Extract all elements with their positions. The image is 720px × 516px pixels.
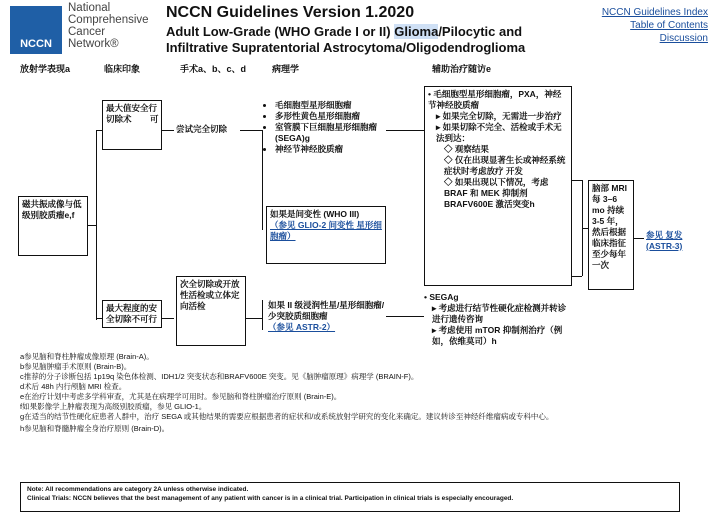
- logo-line: Comprehensive: [68, 14, 149, 26]
- connector: [96, 130, 97, 320]
- adjuvant-item-text: 如果完全切除，无需进一步治疗: [442, 111, 562, 121]
- logo-wordmark: [68, 2, 149, 50]
- adjuvant-subitem-text: 观察结果: [454, 144, 489, 154]
- footnote: a参见脑和脊柱肿瘤成像原理 (Brain-A)。: [20, 352, 154, 361]
- subtitle-highlight: Glioma: [394, 24, 439, 39]
- note-line: Note: All recommendations are category 2A unless otherwise indicated.: [27, 486, 249, 493]
- adjuvant-top-title-text: 毛细胞型星形细胞瘤，PXA，神经节神经胶质瘤: [428, 89, 562, 110]
- footnote: h参见脑和脊髓肿瘤全身治疗原则 (Brain-D)。: [20, 424, 170, 433]
- footnote: g在适当的结节性硬化症患者人群中，治疗 SEGA 或其他结果的需要应根据患者的症状和/或系统放射学研究的变化来确定。建议转诊至神经纤维瘤病或专科中心。: [20, 412, 554, 421]
- clinical-feasible-suffix: 可: [150, 114, 159, 124]
- footnote: f如果影像学上肿瘤表现为高级别胶质瘤，参见 GLIO-1。: [20, 402, 207, 411]
- guideline-subtitle: [166, 24, 525, 56]
- adjuvant-subitem: ◇ 如果出现以下情况，考虑 BRAF 和 MEK 抑制剂BRAFV600E 激活突变h: [444, 177, 549, 209]
- imaging-box: 磁共振成像与低级别胶质瘤e,f: [18, 196, 88, 256]
- clinical-not-feasible-box: 最大程度的安全切除不可行: [102, 300, 162, 328]
- connector: [162, 318, 174, 319]
- mri-followup-box: 脑部 MRI 每 3–6 mo 持续 3-5 年，然后根据临床指征至少每年一次: [588, 180, 634, 290]
- header-clinical: 临床印象: [104, 64, 141, 74]
- guidelines-index-link[interactable]: NCCN Guidelines Index: [601, 7, 708, 18]
- logo-badge: NCCN: [20, 38, 52, 50]
- adjuvant-item-text: 如果切除不完全、活检或手术无法到达：: [436, 122, 562, 143]
- guideline-version-title: NCCN Guidelines Version 1.2020: [166, 4, 415, 21]
- note-line: Clinical Trials: NCCN believes that the best management of any patient with cancer is in a clinical trial. Participation in clinical trials is especially encouraged.: [27, 495, 514, 502]
- subtitle-pre: Adult Low-Grade (WHO Grade I or II): [166, 24, 395, 39]
- footnote: e在治疗计划中考虑多学科审查，尤其是在病理学可用时。参见脑和脊柱肿瘤治疗原则 (Brain-E)。: [20, 392, 342, 401]
- astr-2-link[interactable]: （参见 ASTR-2）: [268, 322, 336, 332]
- pathology-anaplastic-text: 如果是间变性 (WHO III): [270, 209, 360, 219]
- surgery-subtotal-box: 次全切除或开放性活检或立体定向活检: [176, 276, 246, 346]
- pathology-item: • 室管膜下巨细胞星形细胞瘤 (SEGA)g: [275, 122, 386, 144]
- adjuvant-sega-title: • SEGAg: [424, 292, 459, 302]
- adjuvant-subitem: ◇ 仅在出现显著生长或神经系统症状时考虑放疗 开发: [444, 155, 566, 176]
- footnote: c推荐的分子诊断包括 1p19q 染色体检测、IDH1/2 突变状态和BRAFV600E 突变。见《脑肿瘤原理》病理学 (BRAIN-F)。: [20, 372, 419, 381]
- footnote: b参见脑肿瘤手术原则 (Brain-B)。: [20, 362, 132, 371]
- adjuvant-top-title: • 毛细胞型星形细胞瘤，PXA，神经节神经胶质瘤: [428, 89, 562, 110]
- clinical-max-resection-text: 最大值安全行切除术: [106, 103, 158, 124]
- connector: [572, 276, 582, 277]
- connector: [634, 238, 644, 239]
- connector: [162, 130, 174, 131]
- adjuvant-item: ▸ 如果完全切除，无需进一步治疗: [436, 111, 562, 121]
- adjuvant-subitem-text: 仅在出现显著生长或神经系统症状时考虑放疗 开发: [444, 155, 566, 176]
- header-imaging: 放射学表现a: [20, 64, 71, 74]
- recurrence-link[interactable]: 参见 复发 (ASTR-3): [646, 230, 683, 251]
- adjuvant-subitem: ◇ 观察结果: [444, 144, 489, 154]
- pathology-grade2-block: [268, 300, 386, 333]
- clinical-max-resection-box: [102, 100, 162, 150]
- connector: [240, 130, 262, 131]
- subtitle-line3: Infiltrative Supratentorial Astrocytoma/Oligodendroglioma: [166, 40, 526, 55]
- pathology-top-list: [266, 100, 386, 155]
- pathology-anaplastic-box: [266, 206, 386, 264]
- surgery-complete-resection: 尝试完全切除: [176, 124, 228, 134]
- adjuvant-sega-item: ▸ 考虑使用 mTOR 抑制剂治疗（例如，依维莫司）h: [432, 325, 563, 346]
- pathology-grade2-text: 如果 II 级浸润性星/星形细胞瘤/少突胶质细胞瘤: [268, 300, 385, 321]
- header-surgery: 手术a、b、c、d: [180, 64, 247, 74]
- adjuvant-item: ▸ 如果切除不完全、活检或手术无法到达：: [436, 122, 562, 143]
- header-pathology: 病理学: [272, 64, 300, 74]
- connector: [386, 130, 424, 131]
- connector: [572, 180, 582, 181]
- pathology-item: • 毛细胞型星形细胞瘤: [275, 100, 386, 111]
- adjuvant-bottom-block: [424, 292, 574, 347]
- logo-line: National: [68, 2, 111, 14]
- logo-line: Cancer: [68, 26, 106, 38]
- header-adjuvant: 辅助治疗随访e: [432, 64, 492, 74]
- connector: [262, 300, 263, 330]
- table-of-contents-link[interactable]: Table of Contents: [630, 20, 708, 31]
- subtitle-post: /Pilocytic and: [438, 24, 523, 39]
- connector: [246, 318, 262, 319]
- pathology-item: • 多形性黄色星形细胞瘤: [275, 111, 386, 122]
- adjuvant-sega-item-text: 考虑进行结节性硬化症检测并转诊进行遗传咨询: [432, 303, 567, 324]
- adjuvant-sega-item-text: 考虑使用 mTOR 抑制剂治疗（例如，依维莫司）h: [432, 325, 563, 346]
- adjuvant-sega-item: ▸ 考虑进行结节性硬化症检测并转诊进行遗传咨询: [432, 303, 567, 324]
- top-links: [602, 6, 708, 45]
- connector: [386, 316, 424, 317]
- recommendation-note: [20, 482, 680, 512]
- discussion-link[interactable]: Discussion: [659, 33, 708, 44]
- pathology-item: • 神经节神经胶质瘤: [275, 144, 386, 155]
- glio-2-link[interactable]: （参见 GLIO-2 间变性 星形细胞瘤）: [270, 220, 382, 241]
- nccn-logo: [10, 6, 62, 54]
- connector: [88, 225, 96, 226]
- adjuvant-subitem-text: 如果出现以下情况，考虑 BRAF 和 MEK 抑制剂BRAFV600E 激活突变h: [444, 177, 549, 209]
- adjuvant-top-box: [424, 86, 572, 286]
- adjuvant-sega-title-text: SEGAg: [429, 292, 459, 302]
- logo-line: Network®: [68, 38, 119, 50]
- footnote: d术后 48h 内行颅脑 MRI 检查。: [20, 382, 127, 391]
